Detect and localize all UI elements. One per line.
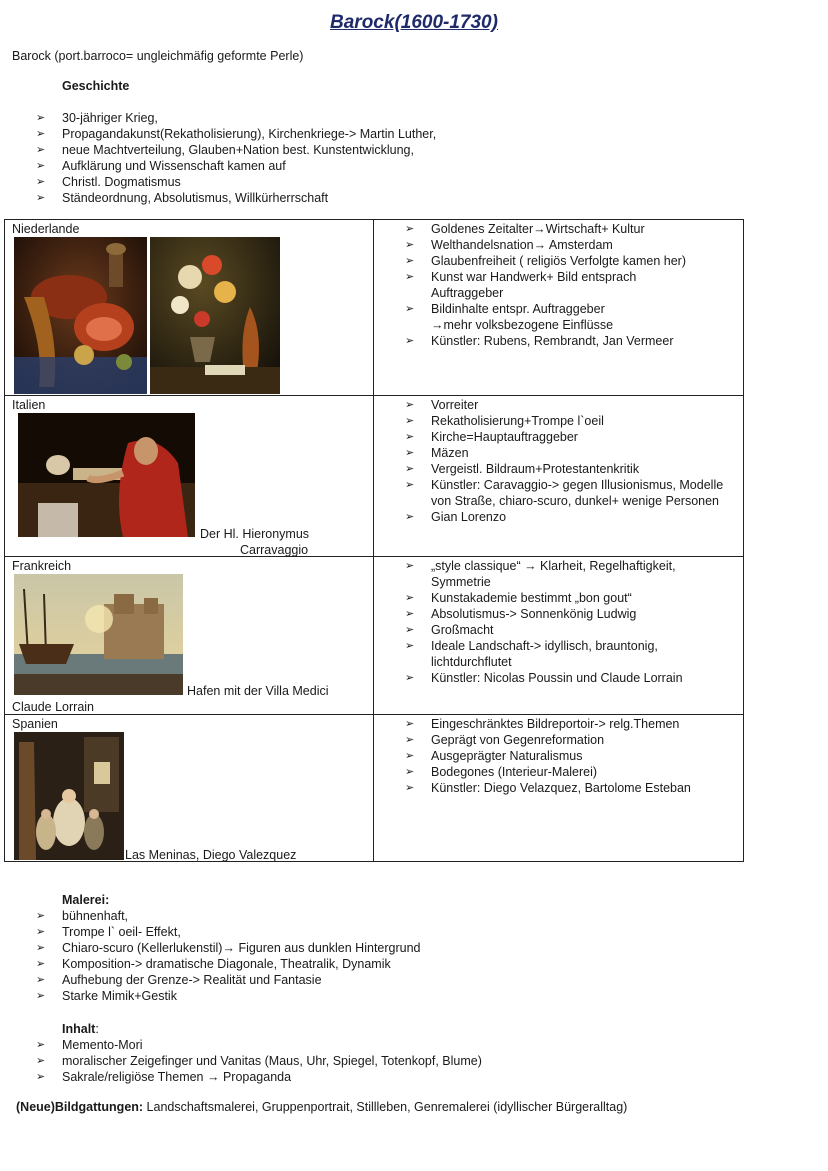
spanien-list <box>405 716 735 796</box>
list-item: ➢ 30-jähriger Krieg, <box>36 110 436 126</box>
inhalt-heading-colon: : <box>95 1022 99 1036</box>
list-item: ➢ Eingeschränktes Bildreportoir-> relg.Themen <box>405 716 735 732</box>
inhalt-list <box>36 1037 482 1085</box>
niederlande-list <box>405 221 735 349</box>
still-life-painting-1 <box>14 237 147 394</box>
bildgattungen-text: Landschaftsmalerei, Gruppenportrait, Stillleben, Genremalerei (idyllischer Bürgeralltag) <box>143 1100 628 1114</box>
still-life-painting-2 <box>150 237 280 394</box>
list-item: ➢ Rekatholisierung+Trompe l`oeil <box>405 413 735 429</box>
table-row-divider <box>4 714 743 715</box>
list-item: ➢ Ideale Landschaft-> idyllisch, brauntonig, lichtdurchflutet <box>405 638 706 670</box>
inhalt-heading <box>62 1021 99 1037</box>
list-item: ➢ Sakrale/religiöse Themen → Propaganda <box>36 1069 482 1085</box>
malerei-heading: Malerei: <box>62 893 110 907</box>
list-item: ➢ Kunstakademie bestimmt „bon gout“ <box>405 590 735 606</box>
list-item: ➢ Trompe l` oeil- Effekt, <box>36 924 421 940</box>
list-item: ➢ Bodegones (Interieur-Malerei) <box>405 764 735 780</box>
list-item: ➢ Komposition-> dramatische Diagonale, Theatralik, Dynamik <box>36 956 421 972</box>
inhalt-heading-text: Inhalt <box>62 1022 96 1036</box>
list-item: ➢ Glaubenfreiheit ( religiös Verfolgte kamen her) <box>405 253 735 269</box>
list-item: ➢ Geprägt von Gegenreformation <box>405 732 735 748</box>
list-item: ➢ Aufhebung der Grenze-> Realität und Fantasie <box>36 972 421 988</box>
frankreich-caption-artist: Claude Lorrain <box>12 700 94 714</box>
list-item: ➢ Vergeistl. Bildraum+Protestantenkritik <box>405 461 735 477</box>
list-item: ➢ neue Machtverteilung, Glauben+Nation best. Kunstentwicklung, <box>36 142 436 158</box>
bildgattungen-line <box>16 1099 627 1115</box>
las-meninas-painting <box>14 732 124 860</box>
list-item: ➢ Chiaro-scuro (Kellerlukenstil)→ Figuren aus dunklen Hintergrund <box>36 940 421 956</box>
list-item: ➢ Künstler: Diego Velazquez, Bartolome Esteban <box>405 780 735 796</box>
table-divider <box>373 219 374 861</box>
italien-caption-title: Der Hl. Hieronymus <box>200 527 310 541</box>
list-item: ➢ Ausgeprägter Naturalismus <box>405 748 735 764</box>
list-item: ➢ Gian Lorenzo <box>405 509 735 525</box>
row-label-niederlande: Niederlande <box>12 222 80 236</box>
malerei-list <box>36 908 421 1004</box>
list-item: ➢ Welthandelsnation→ Amsterdam <box>405 237 735 253</box>
italien-caption-artist: Carravaggio <box>240 543 309 557</box>
italien-list <box>405 397 735 525</box>
row-label-italien: Italien <box>12 398 46 412</box>
list-item: ➢ Künstler: Caravaggio-> gegen Illusionismus, Modelle von Straße, chiaro-scuro, dunkel+ wenige Personen <box>405 477 735 509</box>
bildgattungen-label: (Neue)Bildgattungen: <box>16 1100 144 1114</box>
page-title: Barock(1600-1730) <box>330 12 498 33</box>
geschichte-list <box>36 110 436 206</box>
villa-medici-painting <box>14 574 183 695</box>
list-item: ➢ Ständeordnung, Absolutismus, Willkürherrschaft <box>36 190 436 206</box>
list-item: ➢ Großmacht <box>405 622 735 638</box>
hieronymus-painting <box>18 413 195 537</box>
list-item: ➢ bühnenhaft, <box>36 908 421 924</box>
list-item: ➢ moralischer Zeigefinger und Vanitas (Maus, Uhr, Spiegel, Totenkopf, Blume) <box>36 1053 482 1069</box>
list-item: ➢ Kunst war Handwerk+ Bild entsprach Auftraggeber <box>405 269 661 301</box>
list-item: ➢ Vorreiter <box>405 397 735 413</box>
list-item: ➢ Propagandakunst(Rekatholisierung), Kirchenkriege-> Martin Luther, <box>36 126 436 142</box>
intro-text: Barock (port.barroco= ungleichmäfig geformte Perle) <box>12 49 304 63</box>
row-label-spanien: Spanien <box>12 717 58 731</box>
list-item: ➢ Aufklärung und Wissenschaft kamen auf <box>36 158 436 174</box>
frankreich-list <box>405 558 735 686</box>
frankreich-caption-title: Hafen mit der Villa Medici <box>187 684 329 698</box>
list-item: ➢ Bildinhalte entspr. Auftraggeber →mehr volksbezogene Einflüsse <box>405 301 641 333</box>
list-item: ➢ Künstler: Rubens, Rembrandt, Jan Vermeer <box>405 333 735 349</box>
spanien-caption: Las Meninas, Diego Valezquez <box>125 848 297 862</box>
list-item: ➢ Künstler: Nicolas Poussin und Claude Lorrain <box>405 670 735 686</box>
list-item: ➢ Christl. Dogmatismus <box>36 174 436 190</box>
list-item: ➢ Mäzen <box>405 445 735 461</box>
list-item: ➢ „style classique“ → Klarheit, Regelhaftigkeit, Symmetrie <box>405 558 721 590</box>
list-item: ➢ Absolutismus-> Sonnenkönig Ludwig <box>405 606 735 622</box>
list-item: ➢ Kirche=Hauptauftraggeber <box>405 429 735 445</box>
list-item: ➢ Starke Mimik+Gestik <box>36 988 421 1004</box>
table-row-divider <box>4 395 743 396</box>
row-label-frankreich: Frankreich <box>12 559 72 573</box>
list-item: ➢ Memento-Mori <box>36 1037 482 1053</box>
list-item: ➢ Goldenes Zeitalter→Wirtschaft+ Kultur <box>405 221 735 237</box>
table-row-divider <box>4 556 743 557</box>
geschichte-heading: Geschichte <box>62 79 130 93</box>
